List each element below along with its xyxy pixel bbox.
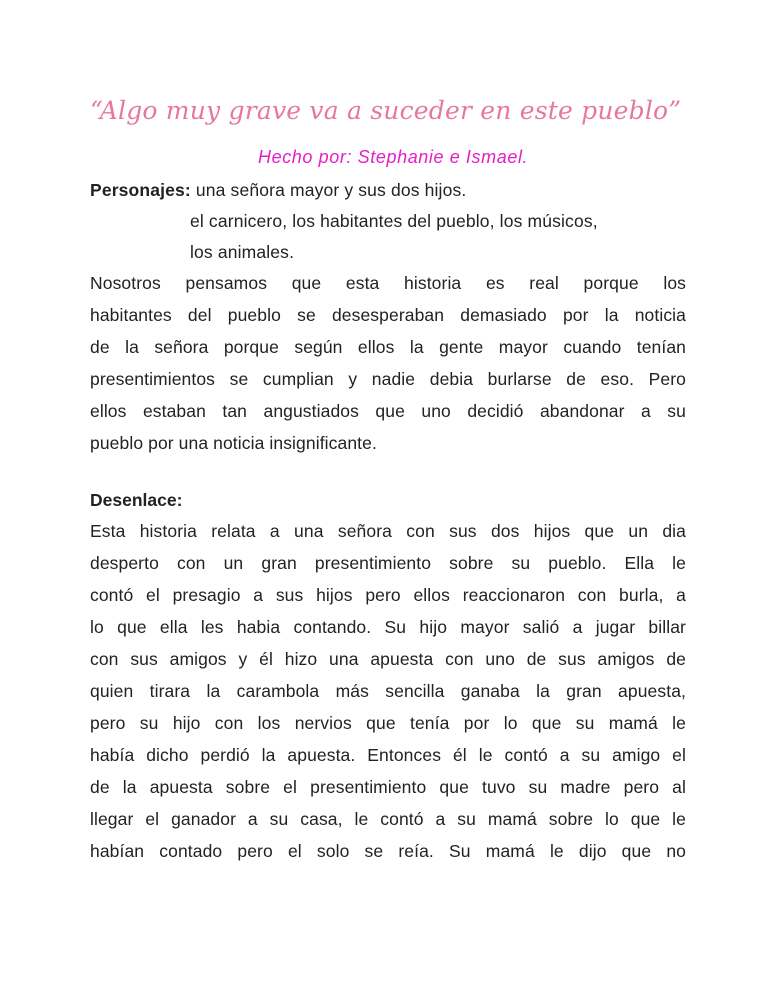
ending-line: con sus amigos y él hizo una apuesta con uno de sus amigos de (90, 649, 686, 669)
opinion-line: ellos estaban tan angustiados que uno decidió abandonar a su (90, 401, 686, 421)
ending-line: había dicho perdió la apuesta. Entonces él le contó a su amigo el (90, 745, 686, 765)
characters-text: una señora mayor y sus dos hijos. (195, 180, 467, 200)
ending-line: habían contado pero el solo se reía. Su mamá le dijo que no (90, 841, 686, 861)
characters-line-2: el carnicero, los habitantes del pueblo, los músicos, (190, 211, 598, 231)
ending-line: quien tirara la carambola más sencilla ganaba la gran apuesta, (90, 681, 686, 701)
opinion-line: presentimientos se cumplian y nadie debia burlarse de eso. Pero (90, 369, 686, 389)
ending-heading: Desenlace: (90, 490, 183, 510)
characters-label: Personajes: (90, 180, 191, 200)
ending-line: Esta historia relata a una señora con sus dos hijos que un dia (90, 521, 686, 541)
document-authors: Hecho por: Stephanie e Ismael. (258, 147, 529, 167)
ending-line: de la apuesta sobre el presentimiento que tuvo su madre pero al (90, 777, 686, 797)
ending-line: desperto con un gran presentimiento sobre su pueblo. Ella le (90, 553, 686, 573)
opinion-line: habitantes del pueblo se desesperaban demasiado por la noticia (90, 305, 686, 325)
ending-line: lo que ella les habia contando. Su hijo mayor salió a jugar billar (90, 617, 686, 637)
ending-line: contó el presagio a sus hijos pero ellos reaccionaron con burla, a (90, 585, 686, 605)
document-title: “Algo muy grave va a suceder en este pueblo” (90, 96, 682, 125)
characters-line-3: los animales. (190, 242, 295, 262)
ending-line: llegar el ganador a su casa, le contó a su mamá sobre lo que le (90, 809, 686, 829)
ending-line: pero su hijo con los nervios que tenía por lo que su mamá le (90, 713, 686, 733)
opinion-line: pueblo por una noticia insignificante. (90, 433, 377, 453)
opinion-line: Nosotros pensamos que esta historia es real porque los (90, 273, 686, 293)
characters-line-1 (90, 179, 466, 201)
opinion-line: de la señora porque según ellos la gente mayor cuando tenían (90, 337, 686, 357)
